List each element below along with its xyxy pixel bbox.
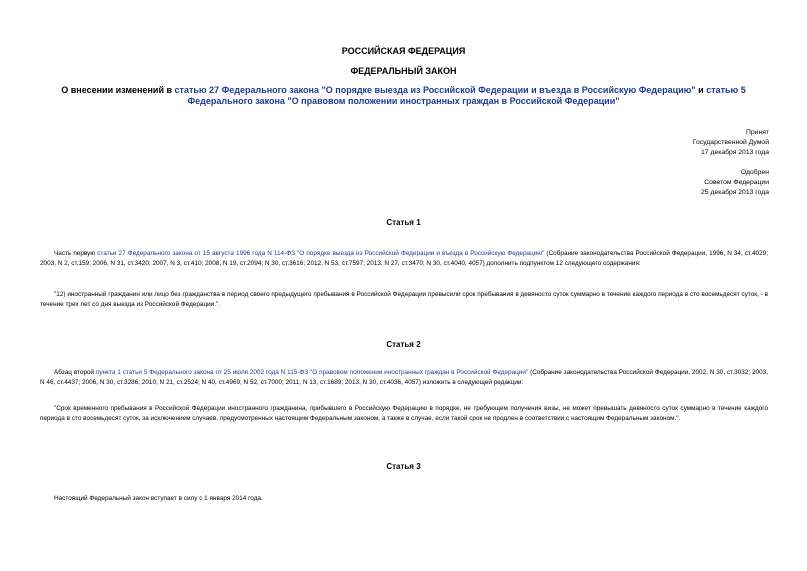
article2-paragraph1 [40,368,768,388]
title-middle: и [695,85,707,95]
article1-paragraph2: "12) иностранный гражданин или лицо без гражданства в период своего предыдущего пребывания в Российской Федерации превысили срок пребывания в девяносто суток суммарно в течение каждого периода в сто восемьдесят суток, - в течение трех лет со дня выезда из Российской Федерации.". [40,291,768,308]
article1-p1-prefix: Часть первую [54,250,98,257]
article1-paragraph1 [40,249,768,269]
adopted-label: Принят [745,129,769,136]
title-link-law-foreign-citizens[interactable]: Федерального закона "О правовом положении иностранных граждан в Российской Федерации" [187,96,620,106]
article2-heading: Статья 2 [386,340,421,349]
title-prefix: О внесении изменений в [61,85,175,95]
approved-date: 25 декабря 2013 года [701,189,769,196]
article1-heading: Статья 1 [386,218,421,227]
title-link-article5[interactable]: статью 5 [706,85,746,95]
doc-type-heading: ФЕДЕРАЛЬНЫЙ ЗАКОН [350,66,457,76]
article2-p1-prefix: Абзац второй [54,369,96,376]
approved-body: Советом Федерации [704,179,769,186]
adopted-body: Государственной Думой [692,139,769,146]
article2-p1-suffix: (Собрание законодательства Российской Федерации, 2002, N 30, ст.3032; 2003, N 46, ст.4437; 2006, N 30, ст.3286; 2010, N 21, ст.2524; N 40, ст.4969; N 52, ст.7000; 2011, N 13, ст.1689; 2013, N 30, ст.4036, 4057) изложить в следующей редакции: [40,369,768,386]
adopted-block [569,128,769,158]
article3-heading: Статья 3 [386,462,421,471]
article2-link[interactable]: пункта 1 статьи 5 Федерального закона от 25 июля 2002 года N 115-ФЗ "О правовом положении иностранных граждан в Российской Федерации" [95,369,529,376]
approved-label: Одобрен [740,169,769,176]
approved-block [569,168,769,198]
adopted-date: 17 декабря 2013 года [701,149,769,156]
law-title [40,85,767,107]
article3-paragraph1: Настоящий Федеральный закон вступает в силу с 1 января 2014 года. [54,495,263,502]
country-heading: РОССИЙСКАЯ ФЕДЕРАЦИЯ [341,46,466,56]
article2-paragraph2: "Срок временного пребывания в Российской Федерации иностранного гражданина, прибывшего в Российскую Федерацию в порядке, не требующем получения визы, не может превышать девяносто суток суммарно в течение каждого периода в сто восемьдесят суток, за исключением случаев, предусмотренных настоящим Федеральным законом, а также в случае, если такой срок не продлен в соответствии с настоящим Федеральным законом.". [40,405,768,422]
article1-p1-suffix: (Собрание законодательства Российской Федерации, 1996, N 34, ст.4029; 2003, N 2, ст.159; 2006, N 31, ст.3420; 2007, N 3, ст.410; 2008, N 19, ст.2094; N 30, ст.3616; 2012, N 53, ст.7597; 2013, N 27, ст.3470; N 30, ст.4040, 4057) дополнить подпунктом 12 следующего содержания: [40,250,768,267]
title-link-article27[interactable]: статью 27 Федерального закона "О порядке выезда из Российской Федерации и въезда в Российскую Федерацию" [174,85,696,95]
article1-link[interactable]: статьи 27 Федерального закона от 15 августа 1996 года N 114-ФЗ "О порядке выезда из Российской Федерации и въезда в Российскую Федерацию" [97,250,545,257]
